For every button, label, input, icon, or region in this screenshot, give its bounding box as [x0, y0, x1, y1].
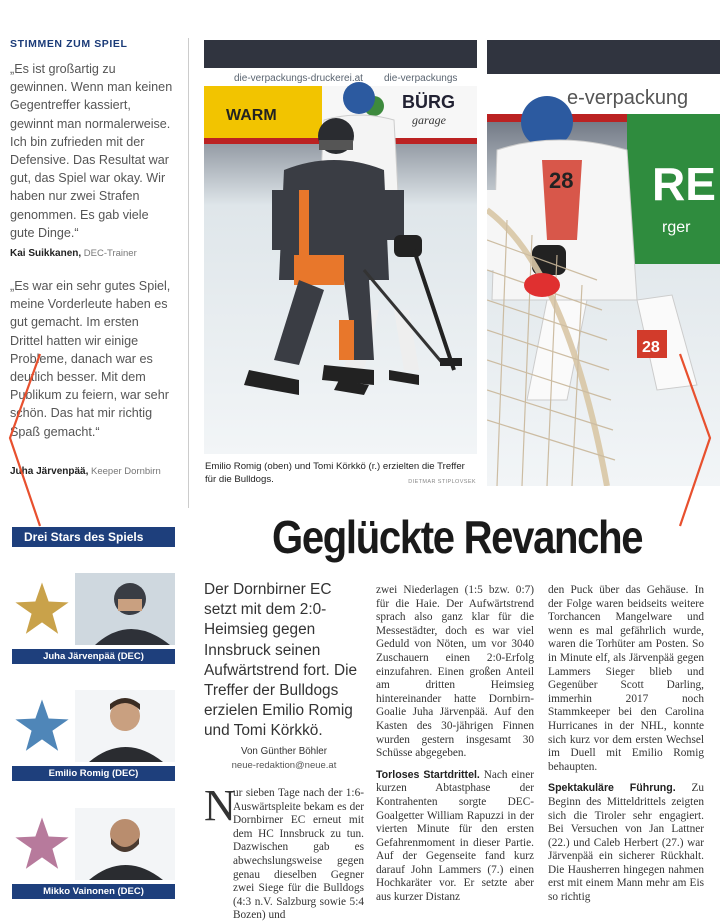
player-photo: [75, 573, 175, 645]
body-column-3: [548, 584, 704, 905]
player-name: Juha Järvenpää (DEC): [12, 649, 175, 664]
article-byline: Von Günther Böhler: [240, 746, 328, 757]
photo-credit: DIETMAR STIPLOVSEK: [408, 479, 476, 485]
player-name: Mikko Vainonen (DEC): [12, 884, 175, 899]
player-photo: [75, 690, 175, 762]
jersey-number: 28: [642, 339, 660, 356]
banner-text: die-verpackungs: [384, 73, 458, 84]
quote-suikkanen: „Es ist großartig zu gewinnen. Wenn man keinen Gegentreffer kassiert, gewinnt man normalerweise. Ich bin zufrieden mit der Defensive. Das Resultat war gut, das Spiel war okay. Wir haben nur zwei Strafen genommen. Es gab viele gute Dinge.“: [10, 62, 173, 240]
stars-title: Drei Stars des Spiels: [12, 527, 175, 547]
paragraph: ur sieben Tage nach der 1:6-Auswärtspleite bekam es der Dornbirner EC erneut mit dem HC Innsbruck zu tun. Dazwischen gab es abwechslungsweise gegen genau dieselben Gegner zwei Siege für die Bulldogs (4:3 n.V. Salzburg sowie 5:4 Bozen) und: [233, 787, 364, 922]
star-badge: [12, 690, 72, 762]
photo-scene: [204, 40, 477, 454]
subheading: Spektakuläre Führung.: [548, 782, 676, 795]
paragraph-block: [376, 769, 534, 905]
sponsor-logo: RE: [652, 158, 716, 210]
sponsor-logo: rger: [662, 219, 691, 236]
body-column-2: [376, 584, 534, 905]
player-name: Emilio Romig (DEC): [12, 766, 175, 781]
player-photo: [75, 808, 175, 880]
quote-author: Juha Järvenpää,: [10, 466, 89, 477]
player-portrait: [75, 690, 175, 762]
hockey-photo-left[interactable]: [204, 40, 477, 454]
quote-attribution: [10, 248, 137, 259]
star-badge: [12, 573, 72, 645]
jersey-number: 28: [549, 168, 574, 193]
quote-role: DEC-Trainer: [83, 248, 137, 259]
subheading: Torloses Startdrittel.: [376, 768, 480, 781]
body-column-1-top: [233, 787, 364, 923]
sponsor-logo: BÜRG: [402, 92, 455, 112]
star-badge: [12, 808, 72, 880]
quote-role: Keeper Dornbirn: [91, 466, 161, 477]
paragraph-block: [548, 782, 704, 904]
paragraph: den Puck über das Gehäuse. In der Folge waren beidseits weitere Torchancen Mangelware und wenn es mal gefährlich wurde, waren die Torhüter am Posten. So in Minute elf, als Järvenpää gegen Lammers Sieger blieb und Gegenüber Scott Darling, immerhin 2017 noch Stammkeeper bei den Carolina Hurricanes in der NHL, konnte sich kurz vor dem ersten Wechsel im Duell mit Emilio Romig behaupten.: [548, 584, 704, 773]
banner-text: die-verpackungs-druckerei.at: [234, 73, 363, 84]
player-portrait: [75, 808, 175, 880]
author-email[interactable]: neue-redaktion@neue.at: [231, 760, 337, 771]
quote-author: Kai Suikkanen,: [10, 248, 82, 259]
quote-jarvenpaa: „Es war ein sehr gutes Spiel, meine Vorderleute haben es gut gemacht. Im ersten Drittel hatten wir einige Probleme, danach war es deutlich besser. Mit dem Publikum zu feiern, war sehr schön. Das hat mir richtig Spaß gemacht.“: [10, 279, 171, 439]
sponsor-logo: garage: [412, 113, 446, 127]
star-icon: [12, 690, 72, 762]
star-icon: [12, 808, 72, 880]
drop-cap: N: [204, 781, 236, 830]
paragraph: zwei Niederlagen (1:5 bzw. 0:7) für die Haie. Der Aufwärtstrend sprach also ganz klar für die Messestädter, doch es war viel Geduld von Nöten, um vor 3040 Zuschauern einen 2:0-Erfolg einzufahren. Einen großen Anteil am dritten Heimsieg hintereinander hatte Dornbirn-Goalie Juha Järvenpää. Auf den Kasten des 30-jährigen Finnen wurden gestern insgesamt 30 Schüsse abgegeben.: [376, 584, 534, 760]
paragraph: Nach einer kurzen Abtastphase der Kontrahenten sorgte DEC-Goalgetter William Rapuzzi in der vierten Minute für den ersten Gefahrenmoment in dieser Partie. Auf der Gegenseite fand kurz darauf John Lammers (7.) einen Hochkaräter vor. Er setzte aber aus kurzer Distanz: [376, 768, 534, 904]
player-portrait: [75, 573, 175, 645]
article-lead: Der Dornbirner EC setzt mit dem 2:0-Heimsieg gegen Innsbruck seinen Aufwärtstrend fort. Die Treffer der Bulldogs erzielen Emilio Romig und Tomi Körkkö.: [204, 581, 358, 740]
photo-caption: Emilio Romig (oben) und Tomi Körkkö (r.) erzielten die Treffer für die Bulldogs.: [205, 461, 465, 485]
section-heading: STIMMEN ZUM SPIEL: [10, 38, 128, 50]
article-headline: Geglückte Revanche: [272, 511, 643, 563]
arrow-right-icon: [676, 350, 716, 530]
column-divider: [188, 38, 189, 508]
sponsor-logo: WARM: [226, 107, 277, 124]
paragraph: Zu Beginn des Mitteldrittels zeigten sich die Tiroler sehr engagiert. Bei Versuchen von Jan Lattner (22.) und Caleb Herbert (27.) war Järvenpää ein sicherer Rückhalt. Die Hausherren hingegen nahmen erst mit einem Mann mehr am Eis so richtig: [548, 782, 704, 904]
banner-text: e-verpackung: [567, 87, 689, 109]
star-icon: [12, 573, 72, 645]
arrow-left-icon: [4, 350, 44, 530]
